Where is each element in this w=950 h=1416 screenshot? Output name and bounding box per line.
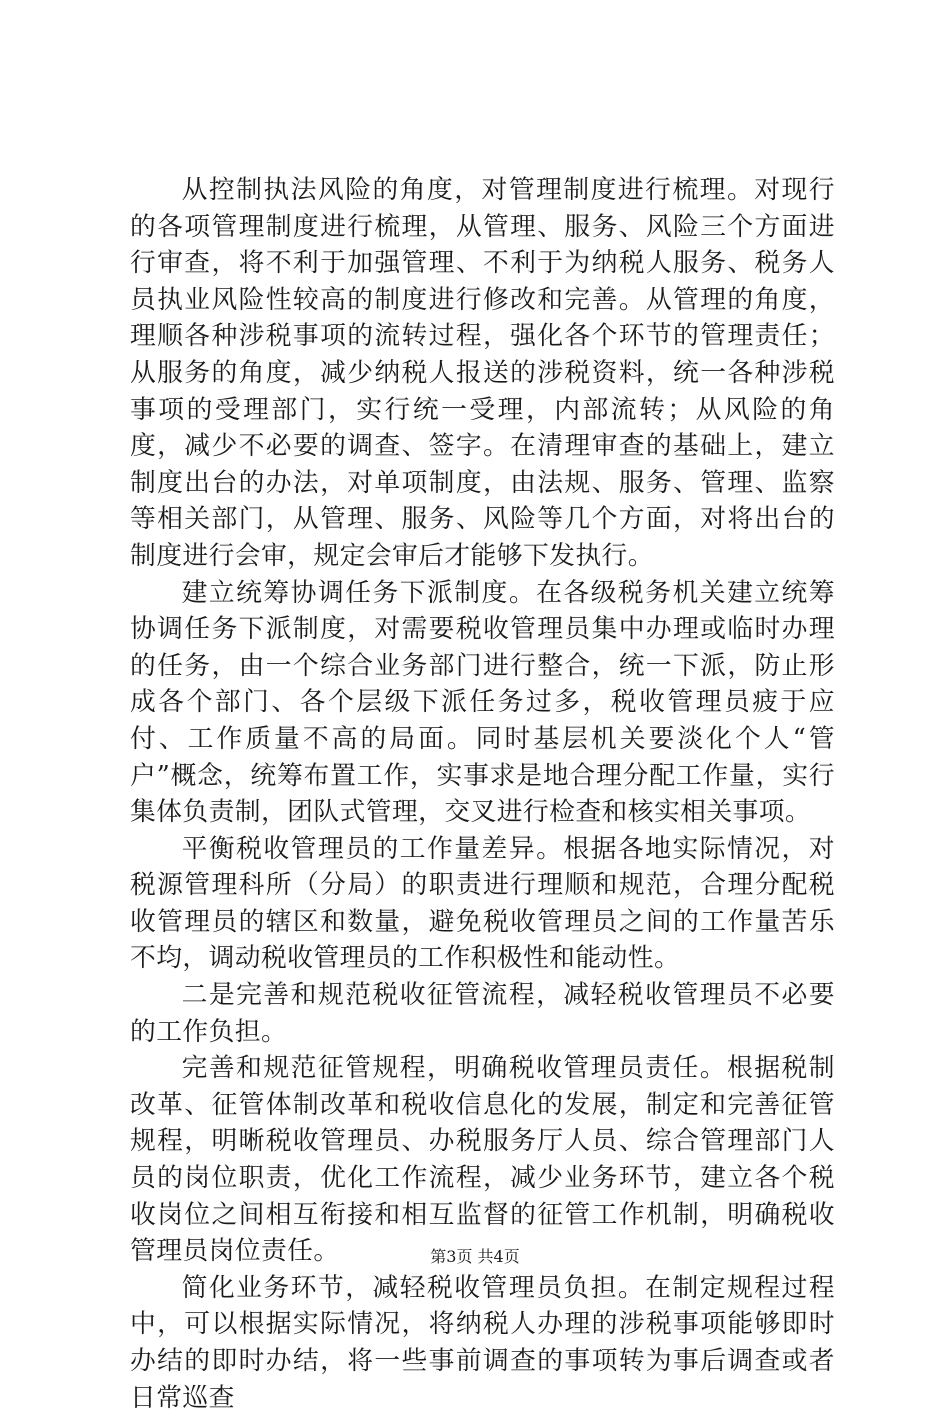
body-text bbox=[130, 172, 835, 1416]
page-number-footer: 第3页 共4页 bbox=[430, 1247, 520, 1266]
paragraph: 从控制执法风险的角度，对管理制度进行梳理。对现行的各项管理制度进行梳理，从管理、服务、风险三个方面进行审查，将不利于加强管理、不利于为纳税人服务、税务人员执业风险性较高的制度进行修改和完善。从管理的角度，理顺各种涉税事项的流转过程，强化各个环节的管理责任；从服务的角度，减少纳税人报送的涉税资料，统一各种涉税事项的受理部门，实行统一受理，内部流转；从风险的角度，减少不必要的调查、签字。在清理审查的基础上，建立制度出台的办法，对单项制度，由法规、服务、管理、监察等相关部门，从管理、服务、风险等几个方面，对将出台的制度进行会审，规定会审后才能够下发执行。 bbox=[130, 175, 835, 571]
paragraph: 简化业务环节，减轻税收管理员负担。在制定规程过程中，可以根据实际情况，将纳税人办理的涉税事项能够即时办结的即时办结，将一些事前调查的事项转为事后调查或者日常巡查 bbox=[130, 1272, 835, 1413]
paragraph: 平衡税收管理员的工作量差异。根据各地实际情况，对税源管理科所（分局）的职责进行理顺和规范，合理分配税收管理员的辖区和数量，避免税收管理员之间的工作量苦乐不均，调动税收管理员的工作积极性和能动性。 bbox=[130, 833, 835, 974]
paragraph: 建立统筹协调任务下派制度。在各级税务机关建立统筹协调任务下派制度，对需要税收管理员集中办理或临时办理的任务，由一个综合业务部门进行整合，统一下派，防止形成各个部门、各个层级下派任务过多，税收管理员疲于应付、工作质量不高的局面。同时基层机关要淡化个人“管户”概念，统筹布置工作，实事求是地合理分配工作量，实行集体负责制，团队式管理，交叉进行检查和核实相关事项。 bbox=[130, 577, 835, 828]
paragraph: 完善和规范征管规程，明确税收管理员责任。根据税制改革、征管体制改革和税收信息化的发展，制定和完善征管规程，明晰税收管理员、办税服务厅人员、综合管理部门人员的岗位职责，优化工作流程，减少业务环节，建立各个税收岗位之间相互衔接和相互监督的征管工作机制，明确税收管理员岗位责任。 bbox=[130, 1053, 835, 1267]
paragraph: 二是完善和规范税收征管流程，减轻税收管理员不必要的工作负担。 bbox=[130, 980, 835, 1047]
